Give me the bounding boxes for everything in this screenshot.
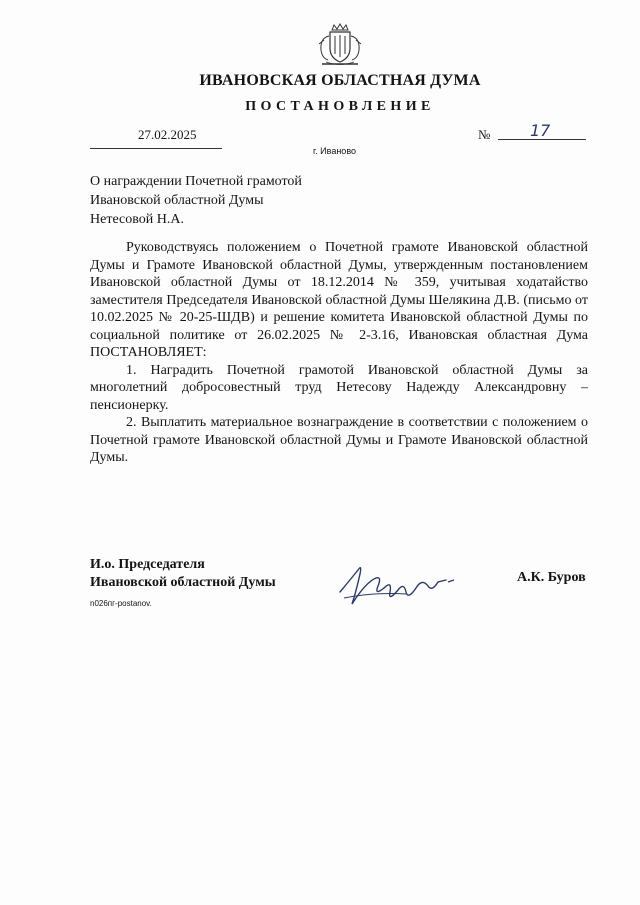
file-reference: n026пг-postanov. bbox=[90, 599, 152, 608]
body-paragraph-1: Руководствуясь положением о Почетной грамоте Ивановской областной Думы и Грамоте Ивановской областной Думы, утвержденным постановлением Ивановской областной Думы от 18.12.2014 № 359, учитывая ходатайство заместителя Председателя Ивановской областной Думы Шелякина Д.В. (письмо от 10.02.2025 № 20-25-ШДВ) и решение комитета Ивановской областной Думы по социальной политике от 26.02.2025 № 2-3.16, Ивановская областная Дума ПОСТАНОВЛЯЕТ: bbox=[90, 240, 588, 360]
signatory-title bbox=[90, 556, 276, 592]
body-paragraph-3: 2. Выплатить материальное вознаграждение в соответствии с положением о Почетной грамоте Ивановской областной Думы и Грамоте Ивановской областной Думы. bbox=[90, 415, 588, 465]
number-sign: № bbox=[478, 127, 491, 142]
document-number: 17 bbox=[530, 121, 551, 140]
city: г. Иваново bbox=[313, 146, 357, 156]
document-date: 27.02.2025 bbox=[138, 127, 197, 142]
signatory-title-line-1: И.о. Председателя bbox=[90, 557, 205, 572]
subject-line-1: О награждении Почетной грамотой bbox=[90, 174, 302, 189]
coat-of-arms-icon bbox=[312, 22, 368, 68]
signatory-title-line-2: Ивановской областной Думы bbox=[90, 575, 276, 590]
body-paragraph-2: 1. Наградить Почетной грамотой Ивановской областной Думы за многолетний добросовестный труд Нетесову Надежду Александровну – пенсионерку. bbox=[90, 362, 588, 413]
subject-line-2: Ивановской областной Думы bbox=[90, 193, 264, 208]
document-subject bbox=[90, 172, 302, 229]
document-type: ПОСТАНОВЛЕНИЕ bbox=[245, 99, 435, 114]
document-body bbox=[90, 239, 588, 467]
signatory-name: А.К. Буров bbox=[517, 570, 586, 585]
org-name: ИВАНОВСКАЯ ОБЛАСТНАЯ ДУМА bbox=[199, 72, 481, 89]
subject-line-3: Нетесовой Н.А. bbox=[90, 212, 184, 227]
handwritten-signature-icon bbox=[336, 552, 458, 616]
